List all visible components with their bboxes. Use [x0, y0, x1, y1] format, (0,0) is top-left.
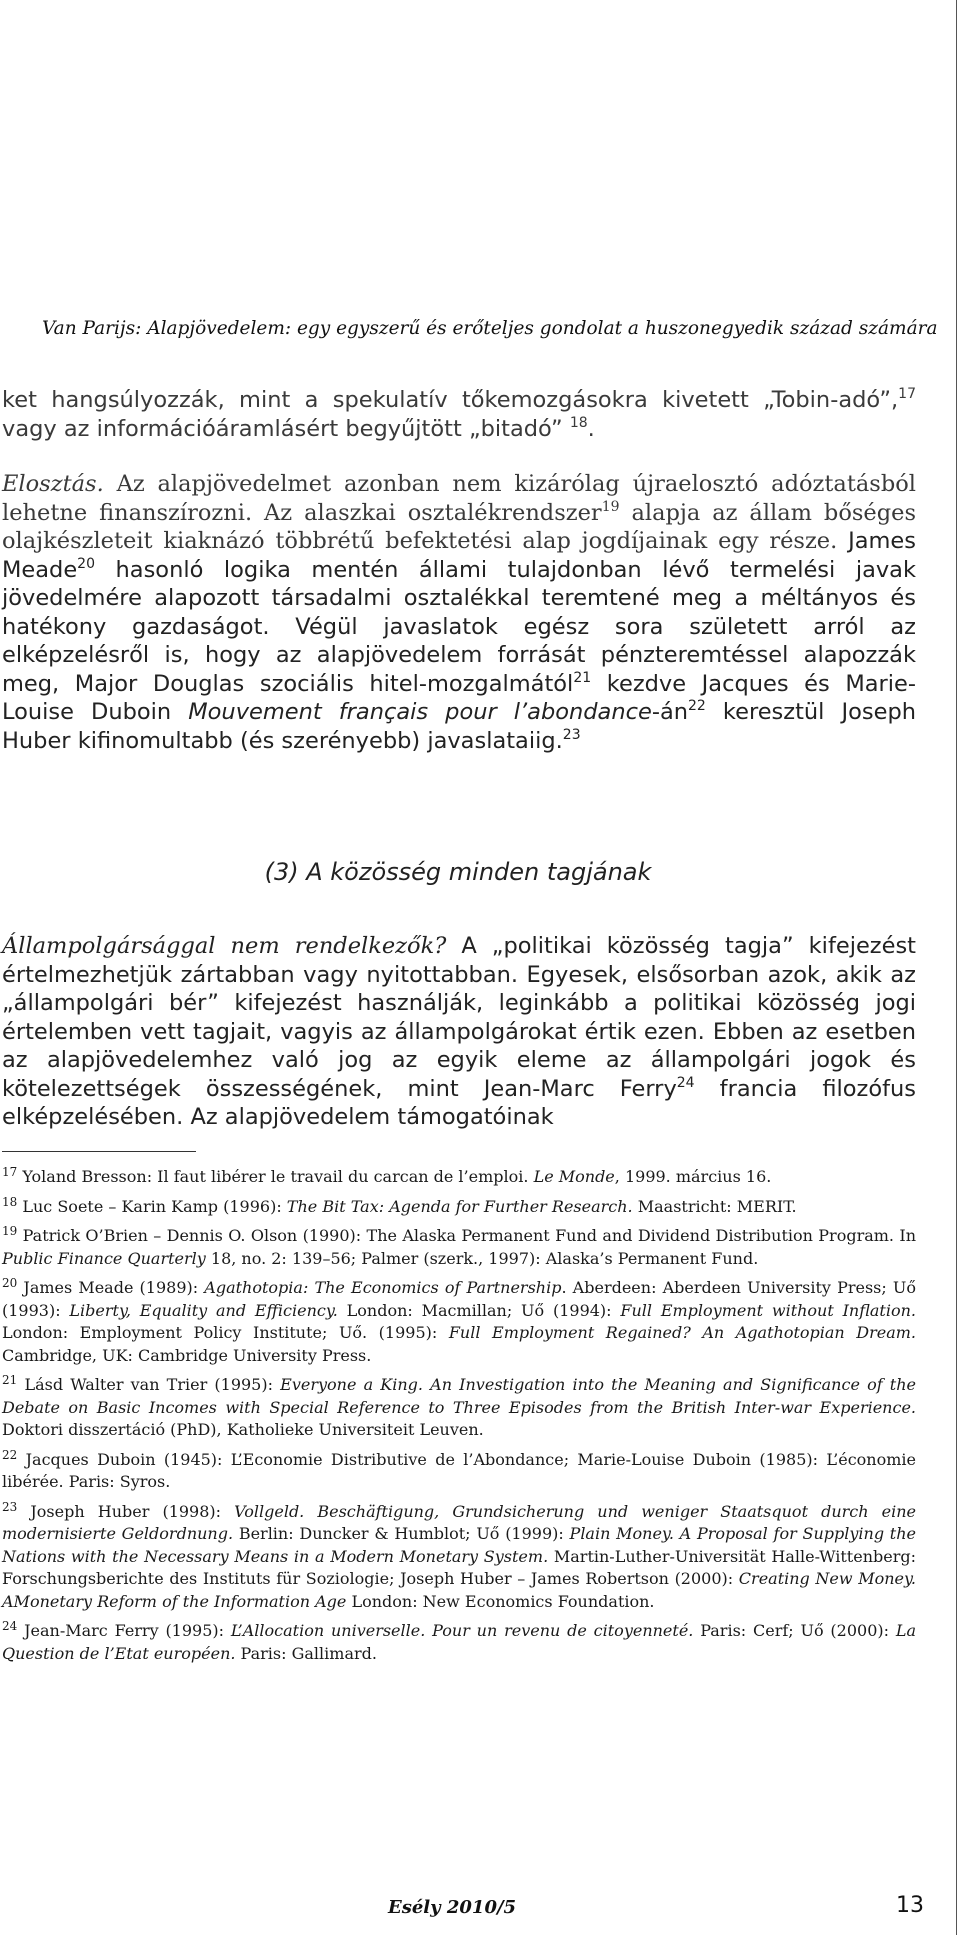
paragraph-lead: Elosztás. [2, 471, 104, 497]
footnote-20: $^{20}$ James Meade (1989): Agathotopia: The Economics of Partnership. Aberdeen: Aberdeen University Press; Uő (1993): Liberty, Equality and Efficiency. London: Macmillan; Uő (1994): Full Employment without Inflation. London: Employment Policy Institute; Uő. (1995): Full Employment Regained? An Agathotopian Dream. Cambridge, UK: Cambridge University Press. [2, 1276, 917, 1365]
footnote-18: $^{18}$ Luc Soete – Karin Kamp (1996): The Bit Tax: Agenda for Further Research. Maastricht: MERIT. [2, 1194, 797, 1216]
paragraph-2: Elosztás. Az alapjövedelmet azonban nem kizárólag újraelosztó adóztatásból lehetne finanszírozni. Az alaszkai osztalékrendszer$^{19}$ alapja az állam bőséges olajkészleteit kiaknázó többrétű befektetési alap jogdíjainak egy része. James Meade$^{20}$ hasonló logika mentén állami tulajdonban lévő termelési javak jövedelmére alapozott társadalmi osztalékkal teremtené meg a méltányos és hatékony gazdaságot. Végül javaslatok egész sora született arról az elképzelésről is, hogy az alapjövedelem forrását pénzteremtéssel alapozzák meg, Major Douglas szociális hitel-mozgalmától$^{21}$ kezdve Jacques és Marie-Louise Duboin Mouvement français pour $l’abondance-án^{22}$ keresztül Joseph Huber kifinomultabb (és szerényebb) javaslataiig.$^{23}$ [2, 471, 916, 754]
footnote-24: $^{24}$ Jean-Marc Ferry (1995): L’Allocation universelle. Pour un revenu de citoyenneté. Paris: Cerf; Uő (2000): La Question de l’Etat européen. Paris: Gallimard. [2, 1619, 916, 1663]
footnote-ref-22[interactable]: 22 [688, 698, 706, 714]
footnote-ref-18[interactable]: 18 [569, 414, 588, 431]
footnote-21: $^{21}$ Lásd Walter van Trier (1995): Everyone a King. An Investigation into the Meaning and Significance of the Debate on Basic Incomes with Special Reference to Three Episodes from the British Inter-war Experience. Doktori disszertáció (PhD), Katholieke Universiteit Leuven. [2, 1373, 916, 1439]
footnote-19: $^{19}$ Patrick O’Brien – Dennis O. Olson (1990): The Alaska Permanent Fund and Dividend Distribution Program. In Public Finance Quarterly 18, no. 2: 139–56; Palmer (szerk., 1997): Alaska’s Permanent Fund. [2, 1224, 916, 1268]
paragraph-lead: Állampolgársággal nem rendelkezők? [2, 933, 447, 959]
footnote-ref-20[interactable]: 20 [77, 555, 95, 572]
page-edge-line [956, 0, 957, 1935]
footnote-divider [2, 1151, 196, 1152]
footnote-22: $^{22}$ Jacques Duboin (1945): L’Economie Distributive de l’Abondance; Marie-Louise Duboin (1985): L’économie libérée. Paris: Syros. [2, 1447, 916, 1491]
footnote-ref-21[interactable]: 21 [573, 669, 592, 686]
footnote-ref-19[interactable]: 19 [601, 498, 620, 515]
book-title: Mouvement français pour l’abondance [188, 699, 652, 725]
footnotes [2, 1166, 916, 1672]
magazine-issue: Esély 2010/5 [388, 1897, 517, 1918]
footnote-ref-23[interactable]: 23 [562, 726, 581, 743]
page-number: 13 [896, 1893, 924, 1918]
paragraph-1: ket hangsúlyozzák, mint a spekulatív tőkemozgásokra kivetett „Tobin-adó”,$^{17}$ vagy az információáramlásért begyűjtött „bitadó” $^{18}$. [2, 386, 916, 442]
running-head: Van Parijs: Alapjövedelem: egy egyszerű és erőteljes gondolat a huszonegyedik század számára [42, 318, 938, 339]
footnote-ref-24[interactable]: 24 [676, 1074, 695, 1091]
footnote-17: $^{17}$ Yoland Bresson: Il faut libérer le travail du carcan de l’emploi. Le Monde, 1999. március 16. [2, 1165, 772, 1186]
footnote-23: $^{23}$ Joseph Huber (1998): Vollgeld. Beschäftigung, Grundsicherung und weniger Staatsquot durch eine modernisierte Geldordnung. Berlin: Duncker & Humblot; Uő (1999): Plain Money. A Proposal for Supplying the Nations with the Necessary Means in a Modern Monetary System. Martin-Luther-Universität Halle-Wittenberg: Forschungsberichte des Instituts für Soziologie; Joseph Huber – James Robertson (2000): Creating New Money. AMonetary Reform of the Information Age London: New Economics Foundation. [2, 1499, 917, 1611]
paragraph-3: Állampolgársággal nem rendelkezők? A „politikai közösség tagja” kifejezést értelmezhetjük zártabban vagy nyitottabban. Egyesek, elsősorban azok, akik az „állampolgári bér” kifejezést használják, leginkább a politikai közösség jogi értelemben vett tagjait, vagyis az állampolgárokat értik ezen. Ebben az esetben az alapjövedelemhez való jog az egyik eleme az állampolgári jogok és kötelezettségek összességének, mint Jean-Marc Ferry$^{24}$ francia filozófus elképzelésében. Az alapjövedelem támogatóinak [2, 933, 917, 1130]
paragraph-2-continued: James Meade$^{20}$ hasonló logika mentén állami tulajdonban lévő termelési javak jövedelmére alapozott társadalmi osztalékkal teremtené meg a méltányos és hatékony gazdaságot. Végül javaslatok egész sora született arról az elképzelésről is, hogy az alapjövedelem forrását pénzteremtéssel alapozzák meg, Major Douglas szociális hitel-mozgalmától$^{21}$ kezdve Jacques és Marie-Louise Duboin Mouvement français pour $l’abondance-án^{22}$ keresztül Joseph Huber kifinomultabb (és szerényebb) javaslataiig.$^{23}$ [2, 528, 916, 754]
footnote-ref-17[interactable]: 17 [898, 386, 916, 402]
section-heading: (3) A közösség minden tagjának [264, 858, 652, 886]
